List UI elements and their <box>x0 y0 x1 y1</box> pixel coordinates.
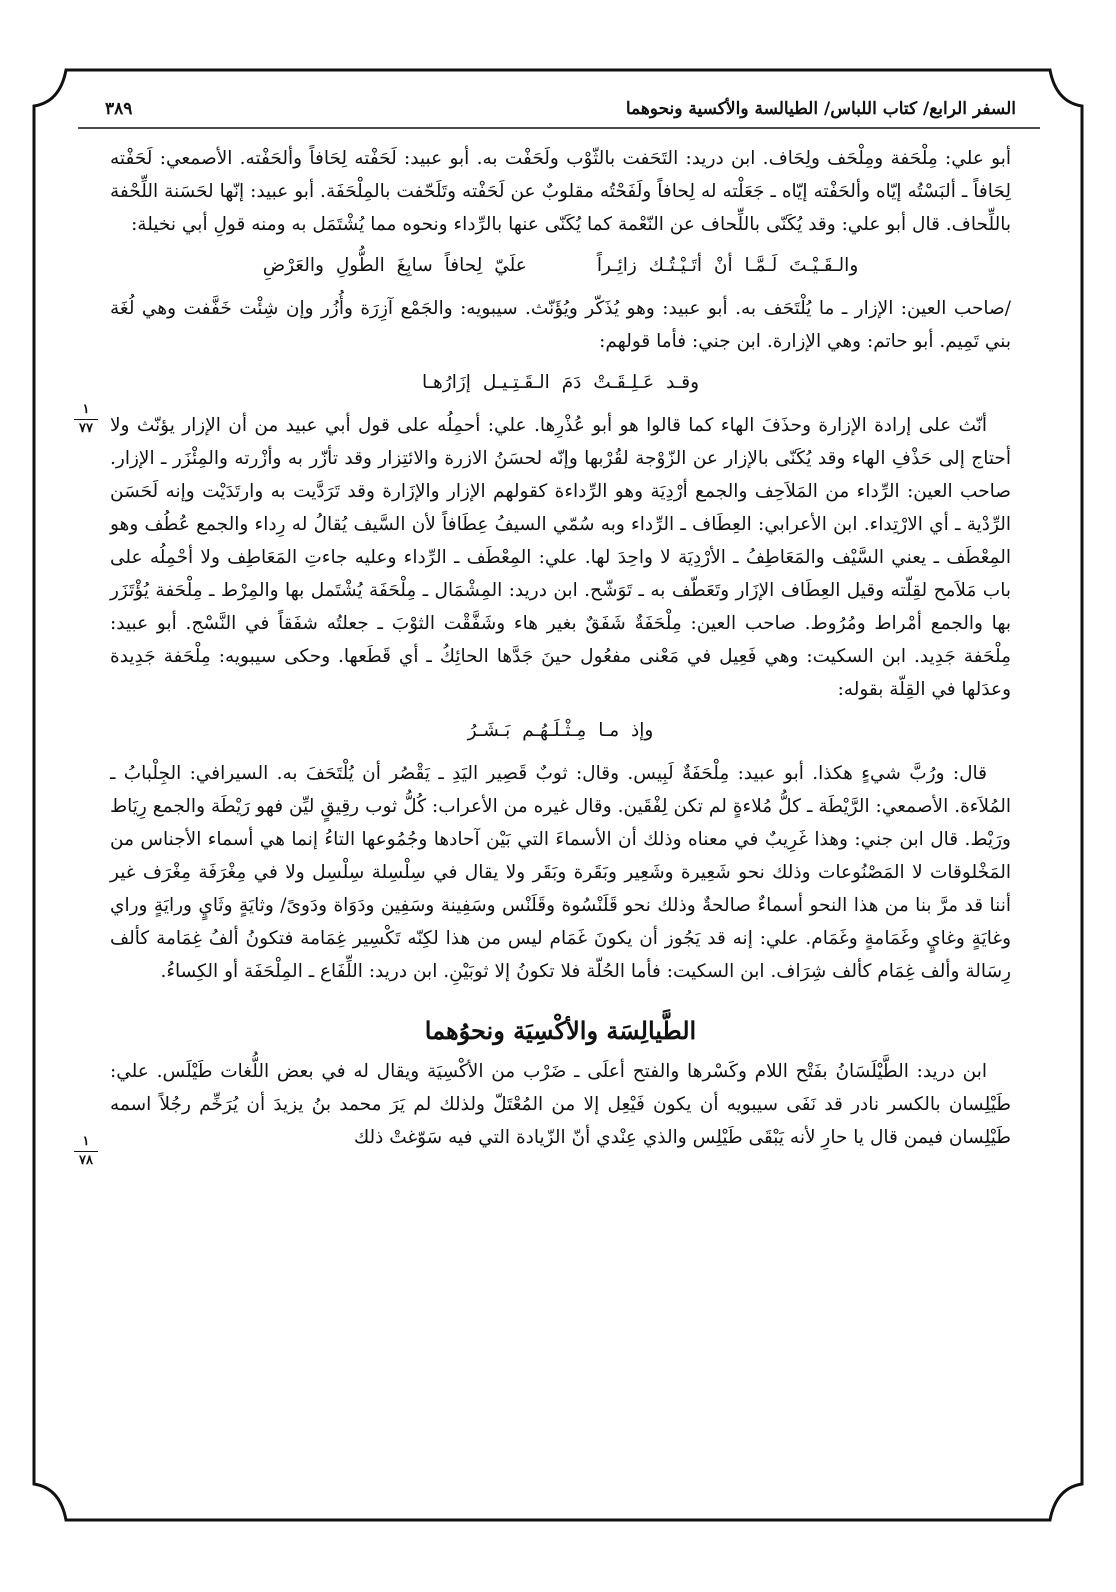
paragraph: /صاحب العين: الإزار ـ ما يُلْتَحَف به. أبو عبيد: وهو يُذَكّر ويُؤَنّث. سيبويه: والجَمْع آزِرَة وأُزُر وإن شِئْت خَفَّفت وهي لُغَة بني تَمِيم. أبو حاتم: وهي الإزارة. ابن جني: فأما قولهم: <box>110 298 1011 352</box>
verse-line: وإذ مـا مِـثْـلَـهُـم بَـشَـرُ <box>467 720 654 741</box>
paragraph: قال: ورُبَّ شيءٍ هكذا. أبو عبيد: مِلْحَفَةٌ لَبِيس. وقال: ثوبٌ قَصِير اليَدِ ـ يَقْصُر أن يُلْتَحَفَ به. السيرافي: الجِلْبابُ ـ المُلاَءة. الأصمعي: الرَّيْطَة ـ كلُّ مُلاءةٍ لم تكن لِفْقَين. وقال غيره من الأعراب: كُلُّ ثوب رقِيقٍ ليِّن فهو رَيْطَة والجمع رِيَاط ورَيْط. قال ابن جني: وهذا غَرِيبٌ في معناه وذلك أن الأسماءَ التي بَيْن آحادها وجُمُوعها التاءُ إنما هي أسماء الأجناس من المَخْلوقات لا المَصْنُوعات وذلك نحو شَعِيرة وشَعِير وبَقَرة وبَقَر ولا يقال في سِلْسِلة سِلْسِل ولا في مِغْرَفَة مِغْرَف غير أننا قد مرَّ بنا من هذا النحو أسماءٌ صالحةٌ وذلك نحو قَلَنْسُوة وقَلَنْس وسَفِينة وسَفِين ودَوَاة ودَوىً/ وثايَةٍ وثَايٍ ورايَةٍ وراي وغايَةٍ وغايٍ وغَمَامةٍ وغَمَام. علي: إنه قد يَجُوز أن يكونَ غَمَام ليس من هذا لكِنّه تَكْسِير غِمَامة فتكونُ ألفُ غِمَامة كألف رِسَالة وألف غِمَام كألف شِرَاف. ابن السكيت: فأما الحُلّة فلا تكونُ إلا ثوبَيْنِ. ابن دريد: اللِّفَاع ـ المِلْحَفَة أو الكِساءُ. <box>110 763 1011 982</box>
margin-marker-78: ١ ٧٨ <box>72 1134 100 1169</box>
verse-line <box>110 249 1011 282</box>
paragraph: ابن دريد: الطَّيْلَسَانُ بفَتْح اللام وكَسْرها والفتح أعلَى ـ ضَرْب من الأكْسِيَة ويقال له في بعض اللُّغات طَيْلَس. علي: طَيْلِسان بالكسر نادر قد نَفَى سيبويه أن يكون فَيْعِل إلا من المُعْتَلّ ولذلك لم يَرَ محمد بنُ يزيدَ أن يُرَخِّم رجُلاً اسمه طَيْلِسان فيمن قال يا حارِ لأنه يَبْقَى طَيْلِس والذي عِنْدي أنّ الزّيادة التي فيه سَوّغتْ ذلك <box>110 1061 1011 1148</box>
section-title: الطَّيالِسَة والأكْسِيَة ونحوُهما <box>424 1016 697 1045</box>
verse-hemistich-right: والـقَـيْـتَ لَـمَّـا أنْ أتَـيْـتُـك زائِـراً <box>596 255 859 276</box>
paragraph: أبو علي: مِلْحَفة ومِلْحَف ولِحَاف. ابن دريد: التَحَفت بالثّوْب ولَحَفْت به. أبو عبيد: لَحَفْته لِحَافاً وألحَفْته. الأصمعي: لَحَفْته لِحَافاً ـ ألبَسْتُه إيّاه وألحَفْته إيّاه ـ جَعَلْته له لِحافاً ولَفَحْتُه مقلوبٌ عن لَحَفْته وتَلَحّفت بالمِلْحَفَة. أبو عبيد: إنّها لحَسَنة اللِّحْفة باللِّحاف. قال أبو علي: وقد يُكَنّى باللِّحاف عن النّعْمة كما يُكَنّى عنها بالرِّداء ونحوه مما يُشْتَمَل به ومنه قولِ أبي نخيلة: <box>110 148 1011 235</box>
paragraph: أنّث على إرادة الإزارة وحذَفَ الهاء كما قالوا هو أبو عُذْرِها. علي: أحمِلُه على قول أبي عبيد من أن الإزار يؤنّث ولا أحتاج إلى حَذْفِ الهاء وقد يُكَنّى بالإزار عن الزّوْجة لقُرْبها وإنّه لحسَنُ الازرة والائتِزار وقد تأزّر به وأزْرته والمِئْزَر ـ الإزار. صاحب العين: الرِّداء من المَلاَحِف والجمع أرْدِيَة وهو الرِّداءة كقولهم الإزار والإزَارة وقد تَرَدَّيت به وارتَدَيْت وإنه لَحَسَن الرِّدْية ـ أي الارْتِداء. ابن الأعرابي: العِطَاف ـ الرِّداء وبه سُمّي السيفُ عِطَافاً لأن السَّيف يُقالُ له رِداء والجمع عُطُف وهو المِعْطَف ـ يعني السَّيْف والمَعَاطِفُ ـ الأرْدِيَة لا واحِدَ لها. علي: المِعْطَف ـ الرِّداء وعليه جاءتِ المَعَاطِف ولا أحْمِلُه على باب مَلاَمح لقِلّته وقيل العِطَاف الإزَار وتَعَطّف به ـ تَوَشّح. ابن دريد: المِشْمَال ـ مِلْحَفَة يُشْتَمل بها والمِرْط ـ مِلْحَفة يُؤْتَزَر بها والجمع أمْراط ومُرُوط. صاحب العين: مِلْحَفَةٌ شَفَقٌ بغير هاء وشَفَّقْت الثوْبَ ـ جعلتُه شفَقاً في النَّسْج. أبو عبيد: مِلْحَفة جَدِيد. ابن السكيت: وهي فَعِيل في مَعْنى مفعُول حينَ جَدَّها الحائِكُ ـ أي قَطَعها. وحكى سيبويه: مِلْحَفة جَدِيدة وعدَلها في القِلّة بقوله: <box>110 415 1011 700</box>
page-number: ٣٨٩ <box>105 99 133 119</box>
running-title: السفر الرابع/ كتاب اللباس/ الطيالسة والأكسية ونحوهما <box>625 99 1016 119</box>
main-text <box>110 142 1011 1156</box>
verse-line: وقـد عَـلِـقَـتْ دَمَ الـقَـتِـيـل إزَارُهـا <box>421 372 700 393</box>
page-header <box>105 92 1016 126</box>
margin-marker-77: ١ ٧٧ <box>72 402 100 437</box>
verse-hemistich-left: علَيّ لِحافاً سابِغَ الطُّولِ والعَرْضِ <box>262 255 527 276</box>
